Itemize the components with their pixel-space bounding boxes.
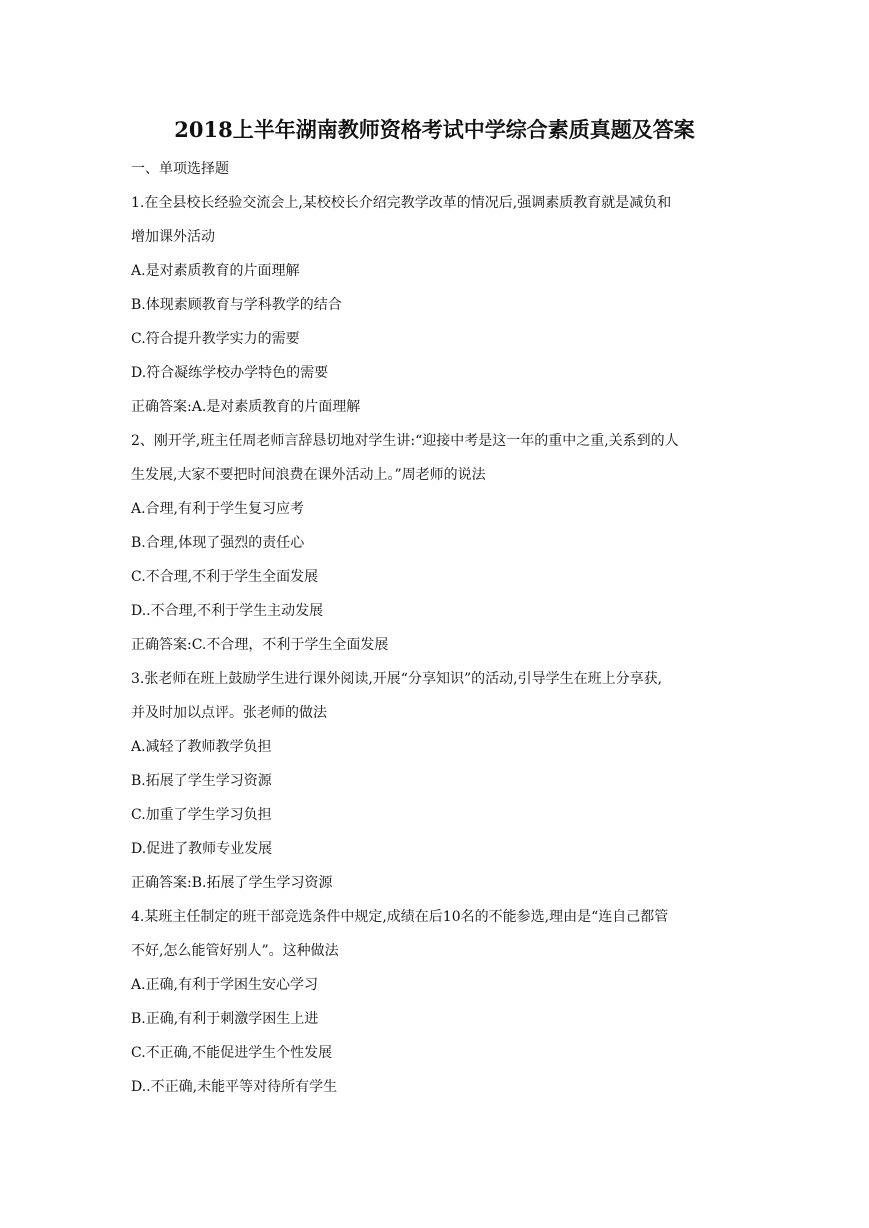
- option-b: B.合理,体现了强烈的责任心: [131, 535, 305, 551]
- question-stem-line: 生发展,大家不要把时间浪费在课外活动上。”周老师的说法: [131, 467, 486, 483]
- option-c: C.不合理,不利于学生全面发展: [131, 569, 319, 585]
- option-d: D..不正确,未能平等对待所有学生: [131, 1079, 338, 1095]
- option-a: A.是对素质教育的片面理解: [131, 263, 300, 279]
- option-b: B.拓展了学生学习资源: [131, 773, 272, 789]
- option-b: B.体现素顾教育与学科教学的结合: [131, 297, 342, 313]
- question-stem-line: 1.在全县校长经验交流会上,某校校长介绍完教学改革的情况后,强调素质教育就是减负和: [131, 195, 672, 211]
- option-a: A.减轻了教师教学负担: [131, 739, 272, 755]
- correct-answer: 正确答案:C.不合理，不利于学生全面发展: [131, 637, 389, 653]
- option-d: D.促进了教师专业发展: [131, 841, 273, 857]
- correct-answer: 正确答案:A.是对素质教育的片面理解: [131, 399, 361, 415]
- question-stem-line: 3.张老师在班上鼓励学生进行课外阅读,开展“分享知识”的活动,引导学生在班上分享获,: [131, 671, 663, 687]
- correct-answer: 正确答案:B.拓展了学生学习资源: [131, 875, 333, 891]
- question-stem-line: 并及时加以点评。张老师的做法: [131, 705, 327, 721]
- question-3: [131, 662, 741, 900]
- document-title: 2018上半年湖南教师资格考试中学综合素质真题及答案: [174, 117, 695, 142]
- question-stem-line: 4.某班主任制定的班干部竞选条件中规定,成绩在后10名的不能参选,理由是“连自己都管: [131, 909, 669, 925]
- option-c: C.不正确,不能促进学生个性发展: [131, 1045, 333, 1061]
- section-heading: 一、单项选择题: [131, 161, 229, 177]
- question-2: [131, 424, 741, 662]
- option-c: C.符合提升教学实力的需要: [131, 331, 300, 347]
- option-b: B.正确,有利于刺激学困生上进: [131, 1011, 319, 1027]
- option-d: D..不合理,不利于学生主动发展: [131, 603, 324, 619]
- question-4: [131, 900, 741, 1104]
- option-a: A.合理,有利于学生复习应考: [131, 501, 305, 517]
- question-1: [131, 186, 741, 424]
- question-stem-line: 不好,怎么能管好别人”。这种做法: [131, 943, 339, 959]
- document-body: [131, 152, 741, 1104]
- question-stem-line: 2、刚开学,班主任周老师言辞恳切地对学生讲:“迎接中考是这一年的重中之重,关系到的人: [131, 433, 679, 449]
- option-a: A.正确,有利于学困生安心学习: [131, 977, 319, 993]
- option-c: C.加重了学生学习负担: [131, 807, 272, 823]
- option-d: D.符合凝练学校办学特色的需要: [131, 365, 329, 381]
- question-stem-line: 增加课外活动: [131, 229, 215, 245]
